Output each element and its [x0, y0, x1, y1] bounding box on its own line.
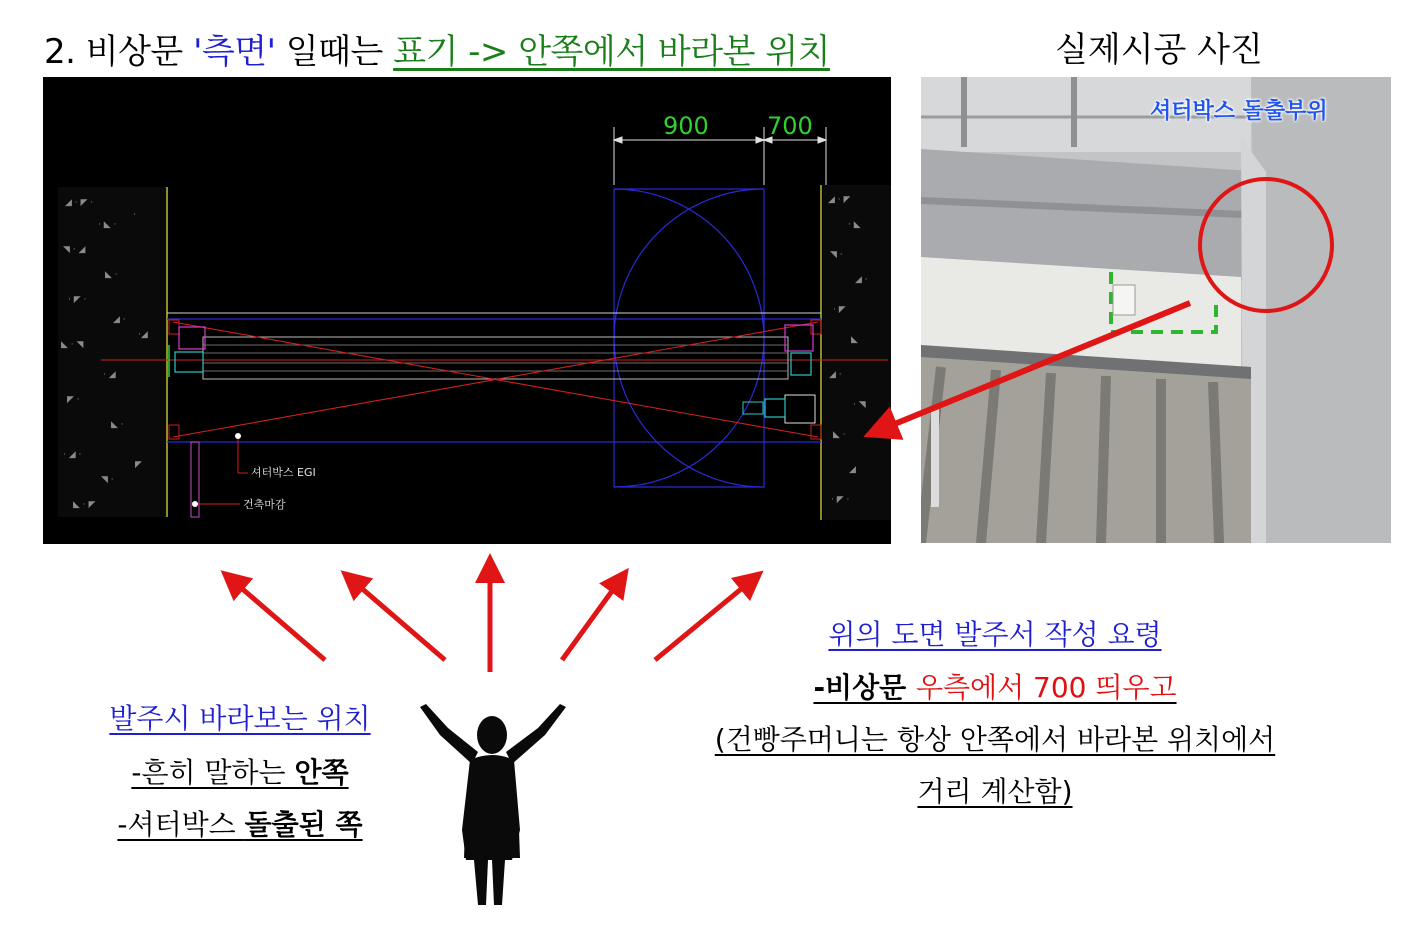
wall-hatch-left	[58, 187, 168, 517]
svg-text:◥ · ◢: ◥ · ◢	[63, 245, 86, 255]
viewer-line2-bold: 돌출된 쪽	[244, 808, 363, 841]
instructions-line1-red: 우측에서 700 띄우고	[915, 671, 1177, 704]
svg-text:◣ ·: ◣ ·	[833, 430, 846, 440]
viewer-line1	[90, 751, 390, 791]
svg-text:· ◣ ·: · ◣ ·	[98, 220, 117, 230]
svg-text:◢ ·: ◢ ·	[113, 315, 126, 325]
svg-text:◥ ·: ◥ ·	[101, 475, 114, 485]
instructions-line1	[645, 666, 1345, 706]
title-prefix: 2. 비상문	[44, 32, 194, 72]
svg-text:· ◢: · ◢	[103, 370, 116, 380]
label-finish: 건축마감	[243, 498, 286, 511]
svg-text:◢ · ◤: ◢ · ◤	[828, 195, 851, 205]
photo-title: 실제시공 사진	[1055, 30, 1263, 70]
instructions-line3: 거리 계산함)	[917, 775, 1073, 808]
svg-text:· ◢ ·: · ◢ ·	[63, 450, 82, 460]
viewer-line1-prefix: -흔히 말하는	[131, 756, 295, 789]
title-highlight: '측면'	[193, 32, 276, 72]
svg-text:· ◣: · ◣	[848, 220, 861, 230]
cad-drawing	[43, 77, 891, 544]
instructions-heading: 위의 도면 발주서 작성 요령	[828, 618, 1162, 651]
svg-text:◢ ·: ◢ ·	[855, 275, 868, 285]
svg-text:◤ ·: ◤ ·	[67, 395, 80, 405]
svg-text:◤: ◤	[135, 460, 142, 470]
photo-label: 셔터박스 돌출부위	[1150, 99, 1328, 124]
construction-photo	[921, 77, 1391, 543]
svg-text:◥ ·: ◥ ·	[830, 250, 843, 260]
svg-text:◢ · ◤ ·: ◢ · ◤ ·	[65, 198, 94, 208]
viewer-line1-bold: 안쪽	[294, 756, 349, 789]
svg-text:◢ ·: ◢ ·	[829, 370, 842, 380]
wall-hatch-right	[823, 185, 891, 520]
svg-text:◣ ·: ◣ ·	[105, 270, 118, 280]
dimension-700: 700	[767, 112, 813, 140]
svg-text:· ◤ ·: · ◤ ·	[68, 295, 87, 305]
viewer-heading: 발주시 바라보는 위치	[109, 702, 371, 735]
label-shutter-egi: 셔터박스 EGI	[251, 466, 316, 479]
svg-text:· ◤: · ◤	[833, 305, 846, 315]
svg-text:◢: ◢	[849, 465, 856, 475]
viewer-line2-prefix: -셔터박스	[117, 808, 245, 841]
person-silhouette	[420, 704, 566, 905]
shutter-box	[167, 313, 821, 442]
title-underlined: 표기 -> 안쪽에서 바라본 위치	[393, 32, 830, 72]
viewer-line2	[90, 803, 390, 843]
svg-text:◣ · ◤: ◣ · ◤	[73, 500, 96, 510]
dimension-900: 900	[663, 112, 709, 140]
title-middle: 일때는	[275, 32, 394, 72]
svg-text:·: ·	[133, 210, 136, 220]
svg-text:·◢: ·◢	[138, 330, 148, 340]
svg-text:◣ · ◥: ◣ · ◥	[61, 340, 84, 350]
svg-text:· ◥: · ◥	[853, 400, 866, 410]
svg-text:◣: ◣	[851, 335, 858, 345]
svg-text:◣ ·: ◣ ·	[111, 420, 124, 430]
page-title	[44, 24, 830, 73]
svg-text:· ◤ ·: · ◤ ·	[831, 495, 850, 505]
instructions-line2: (건빵주머니는 항상 안쪽에서 바라본 위치에서	[714, 723, 1276, 756]
instructions-line1-prefix: -비상문	[813, 671, 916, 704]
